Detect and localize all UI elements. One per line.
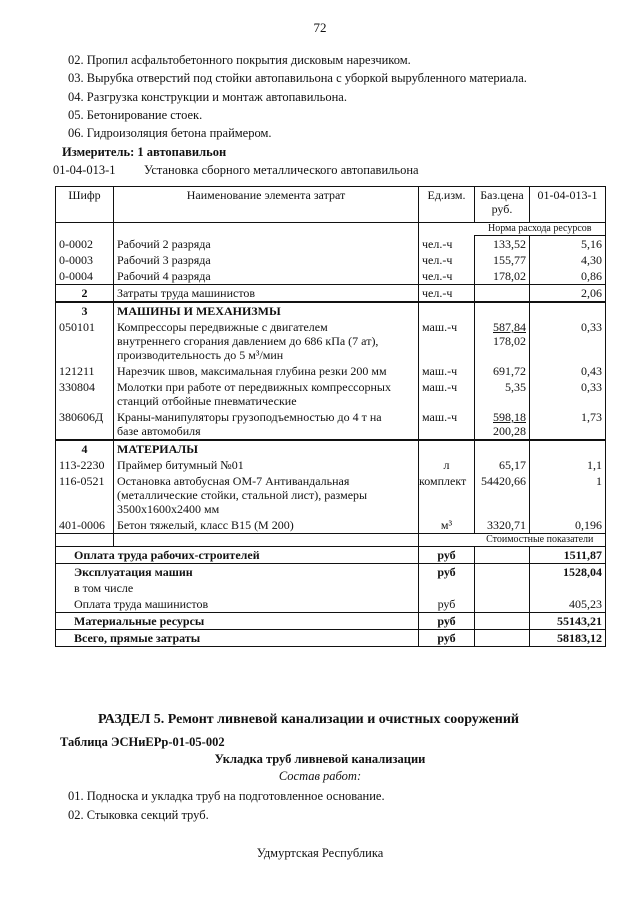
table-row: 116-0521 Остановка автобусная ОМ-7 Антивандальная (металлические стойки, стальной лист), размеры 3500х1600х2400 мм комплект 54420,66 1 [56, 473, 606, 517]
header-norm-code: 01-04-013-1 [530, 187, 606, 223]
table-row: 2 Затраты труда машинистов чел.-ч 2,06 [56, 285, 606, 303]
section-row-materials: 4 МАТЕРИАЛЫ [56, 440, 606, 457]
summary-row: Материальные ресурсы руб 55143,21 [56, 613, 606, 630]
page-number: 72 [313, 20, 327, 35]
section-row-machines: 3 МАШИНЫ И МЕХАНИЗМЫ [56, 302, 606, 319]
measure-unit: Измеритель: 1 автопавильон [62, 145, 227, 159]
summary-row: Эксплуатация машин руб 1528,04 [56, 564, 606, 581]
cost-caption-row [56, 534, 606, 547]
work-item: 03. Вырубка отверстий под стойки автопавильона с уборкой вырубленного материала. [68, 71, 527, 85]
header-code: Шифр [56, 187, 114, 223]
work-item: 02. Пропил асфальтобетонного покрытия дисковым нарезчиком. [68, 53, 411, 67]
header-name: Наименование элемента затрат [114, 187, 419, 223]
table-row: 0-0003 Рабочий 3 разряда чел.-ч 155,77 4,30 [56, 252, 606, 268]
section-title: РАЗДЕЛ 5. Ремонт ливневой канализации и очистных сооружений [98, 712, 519, 727]
table-row: 113-2230 Праймер битумный №01 л 65,17 1,1 [56, 457, 606, 473]
table-header [56, 187, 606, 223]
summary-row: Оплата труда машинистов руб 405,23 [56, 596, 606, 613]
resource-table [55, 186, 606, 647]
norm-caption-row [56, 223, 606, 236]
summary-row: Всего, прямые затраты руб 58183,12 [56, 630, 606, 647]
table-row: 0-0004 Рабочий 4 разряда чел.-ч 178,02 0,86 [56, 268, 606, 285]
header-unit: Ед.изм. [419, 187, 475, 223]
norm-caption: Норма расхода ресурсов [475, 223, 606, 236]
footer-region: Удмуртская Республика [256, 846, 384, 860]
work-item: 01. Подноска и укладка труб на подготовленное основание. [68, 789, 385, 803]
table-row: 401-0006 Бетон тяжелый, класс В15 (М 200) м³ 3320,71 0,196 [56, 517, 606, 534]
table-row: 330804 Молотки при работе от передвижных компрессорных станций отбойные пневматические маш.-ч 5,35 0,33 [56, 379, 606, 409]
position-title: Установка сборного металлического автопавильона [144, 163, 419, 177]
table-row: 0-0002 Рабочий 2 разряда чел.-ч 133,52 5,16 [56, 236, 606, 253]
work-item: 05. Бетонирование стоек. [68, 108, 203, 122]
table-row: 121211 Нарезчик швов, максимальная глубина резки 200 мм маш.-ч 691,72 0,43 [56, 363, 606, 379]
cost-caption: Стоимостные показатели [475, 534, 606, 547]
header-price: Баз.цена руб. [475, 187, 530, 223]
work-item: 02. Стыковка секций труб. [68, 808, 209, 822]
table-row: 380606Д Краны-манипуляторы грузоподъемностью до 4 т на базе автомобиля маш.-ч 598,18 200,28 1,73 [56, 409, 606, 440]
table-row: 050101 Компрессоры передвижные с двигателем внутреннего сгорания давлением до 686 кПа (7 ат), производительность до 5 м³/мин маш.-ч 587,84 178,02 0,33 [56, 319, 606, 363]
table-reference: Таблица ЭСНиЕРр-01-05-002 [60, 735, 225, 749]
summary-row: в том числе [56, 580, 606, 596]
work-item: 06. Гидроизоляция бетона праймером. [68, 126, 272, 140]
work-item: 04. Разгрузка конструкции и монтаж автопавильона. [68, 90, 347, 104]
works-caption: Состав работ: [278, 769, 362, 783]
summary-row: Оплата труда рабочих-строителей руб 1511,87 [56, 547, 606, 564]
section-subtitle: Укладка труб ливневой канализации [214, 752, 426, 766]
position-code: 01-04-013-1 [53, 163, 116, 177]
